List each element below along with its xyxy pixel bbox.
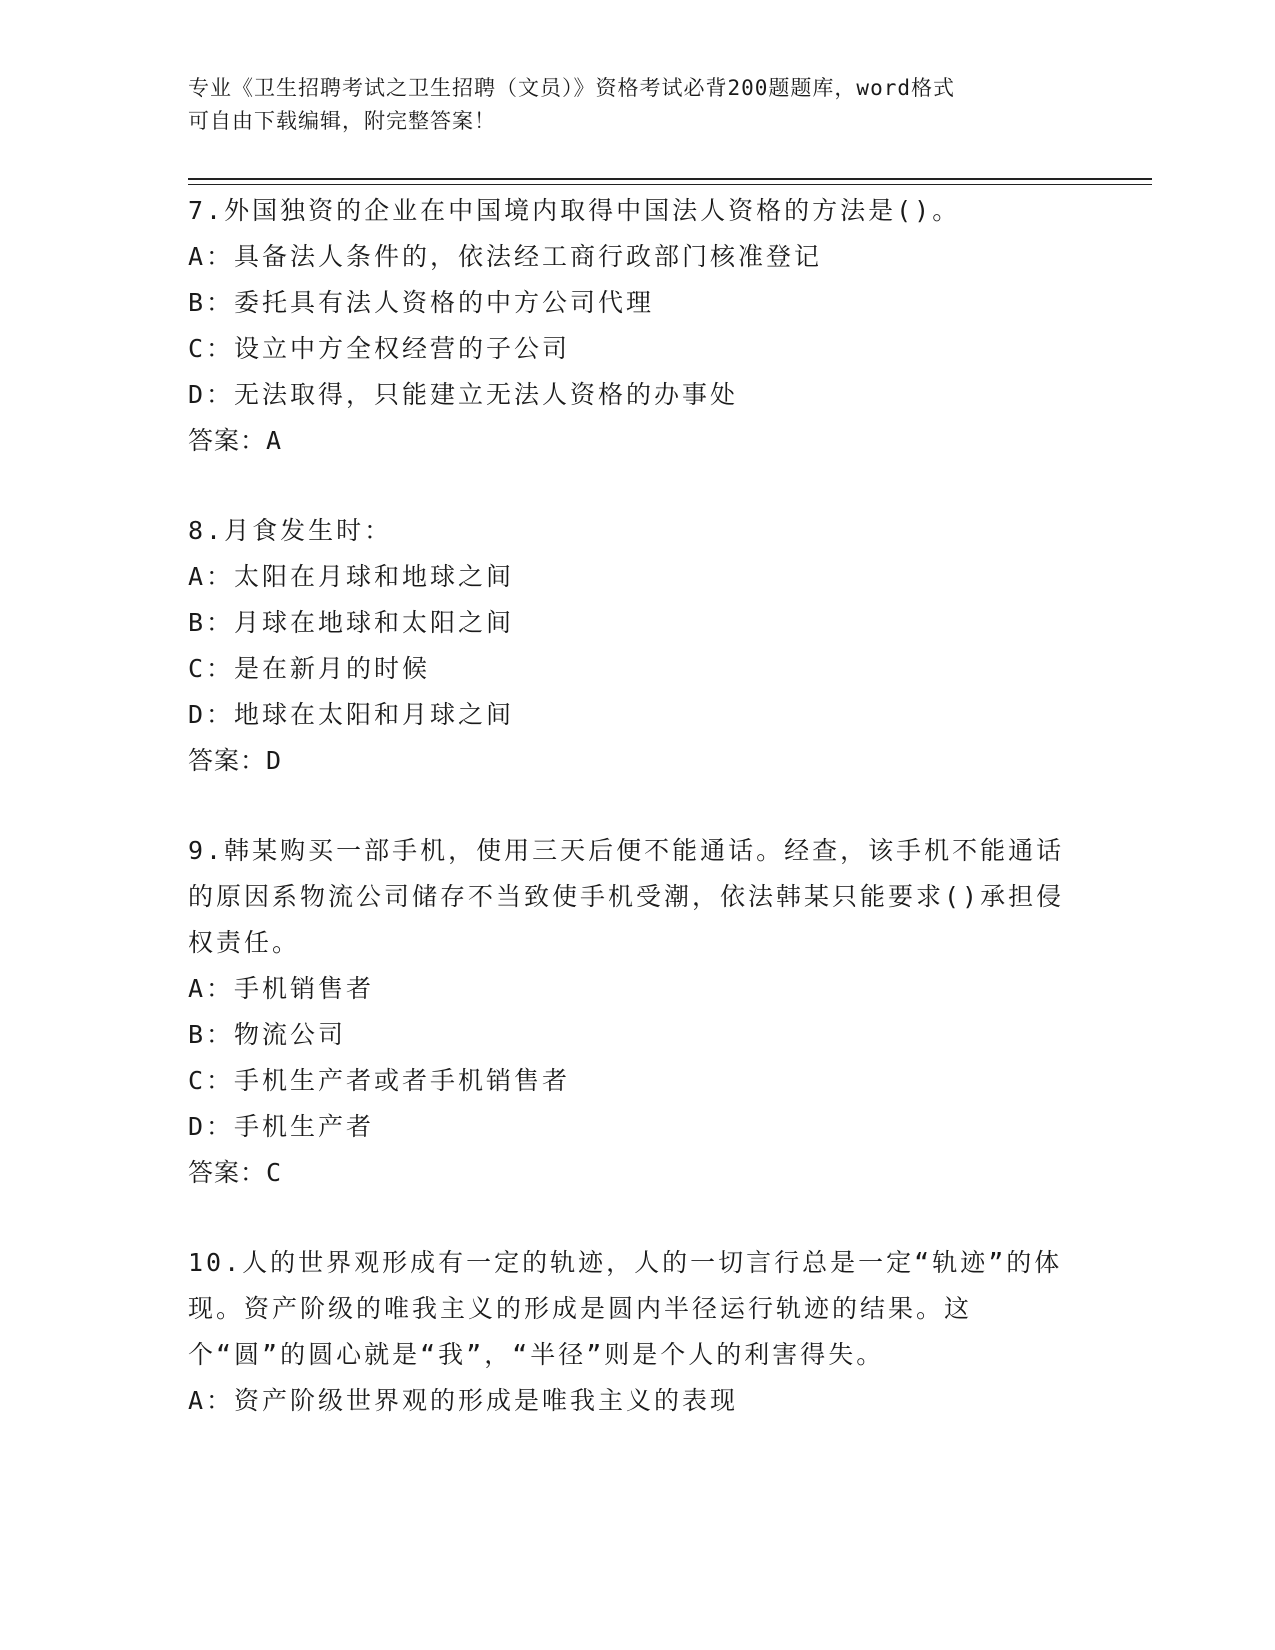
- header-line-1: 专业《卫生招聘考试之卫生招聘（文员）》资格考试必背200题题库，word格式: [188, 76, 955, 100]
- answer-label: 答案：: [188, 426, 267, 455]
- question-stem: 10.人的世界观形成有一定的轨迹，人的一切言行总是一定“轨迹”的体现。资产阶级的唯我主义的形成是圆内半径运行轨迹的结果。这个“圆”的圆心就是“我”，“半径”则是个人的利害得失。: [188, 1248, 1063, 1369]
- option-b: B：月球在地球和太阳之间: [188, 608, 515, 637]
- answer-line: [188, 1150, 1088, 1196]
- option-c: C：是在新月的时候: [188, 654, 431, 683]
- question-stem: 7.外国独资的企业在中国境内取得中国法人资格的方法是()。: [188, 196, 961, 225]
- header-divider-thin: [188, 184, 1152, 185]
- header-line-2: 可自由下载编辑，附完整答案！: [188, 109, 496, 133]
- option-d: D：无法取得，只能建立无法人资格的办事处: [188, 380, 739, 409]
- answer-line: [188, 418, 1088, 464]
- question-7: [188, 188, 1088, 464]
- option-a: A：手机销售者: [188, 974, 375, 1003]
- answer-line: [188, 738, 1088, 784]
- document-header: [188, 72, 1088, 138]
- answer-value: A: [266, 426, 283, 455]
- option-c: C：设立中方全权经营的子公司: [188, 334, 571, 363]
- answer-value: C: [266, 1158, 283, 1187]
- option-c: C：手机生产者或者手机销售者: [188, 1066, 571, 1095]
- question-list: [188, 188, 1088, 1468]
- question-stem: 9.韩某购买一部手机，使用三天后便不能通话。经查，该手机不能通话的原因系物流公司储存不当致使手机受潮，依法韩某只能要求()承担侵权责任。: [188, 836, 1065, 957]
- question-10: [188, 1240, 1088, 1424]
- answer-label: 答案：: [188, 746, 267, 775]
- option-d: D：地球在太阳和月球之间: [188, 700, 515, 729]
- answer-value: D: [266, 746, 283, 775]
- answer-label: 答案：: [188, 1158, 267, 1187]
- option-b: B：物流公司: [188, 1020, 347, 1049]
- option-a: A：资产阶级世界观的形成是唯我主义的表现: [188, 1386, 739, 1415]
- option-a: A：太阳在月球和地球之间: [188, 562, 515, 591]
- option-a: A：具备法人条件的，依法经工商行政部门核准登记: [188, 242, 823, 271]
- question-9: [188, 828, 1088, 1196]
- question-stem: 8.月食发生时：: [188, 516, 393, 545]
- question-8: [188, 508, 1088, 784]
- header-divider-thick: [188, 178, 1152, 180]
- option-d: D：手机生产者: [188, 1112, 375, 1141]
- option-b: B：委托具有法人资格的中方公司代理: [188, 288, 655, 317]
